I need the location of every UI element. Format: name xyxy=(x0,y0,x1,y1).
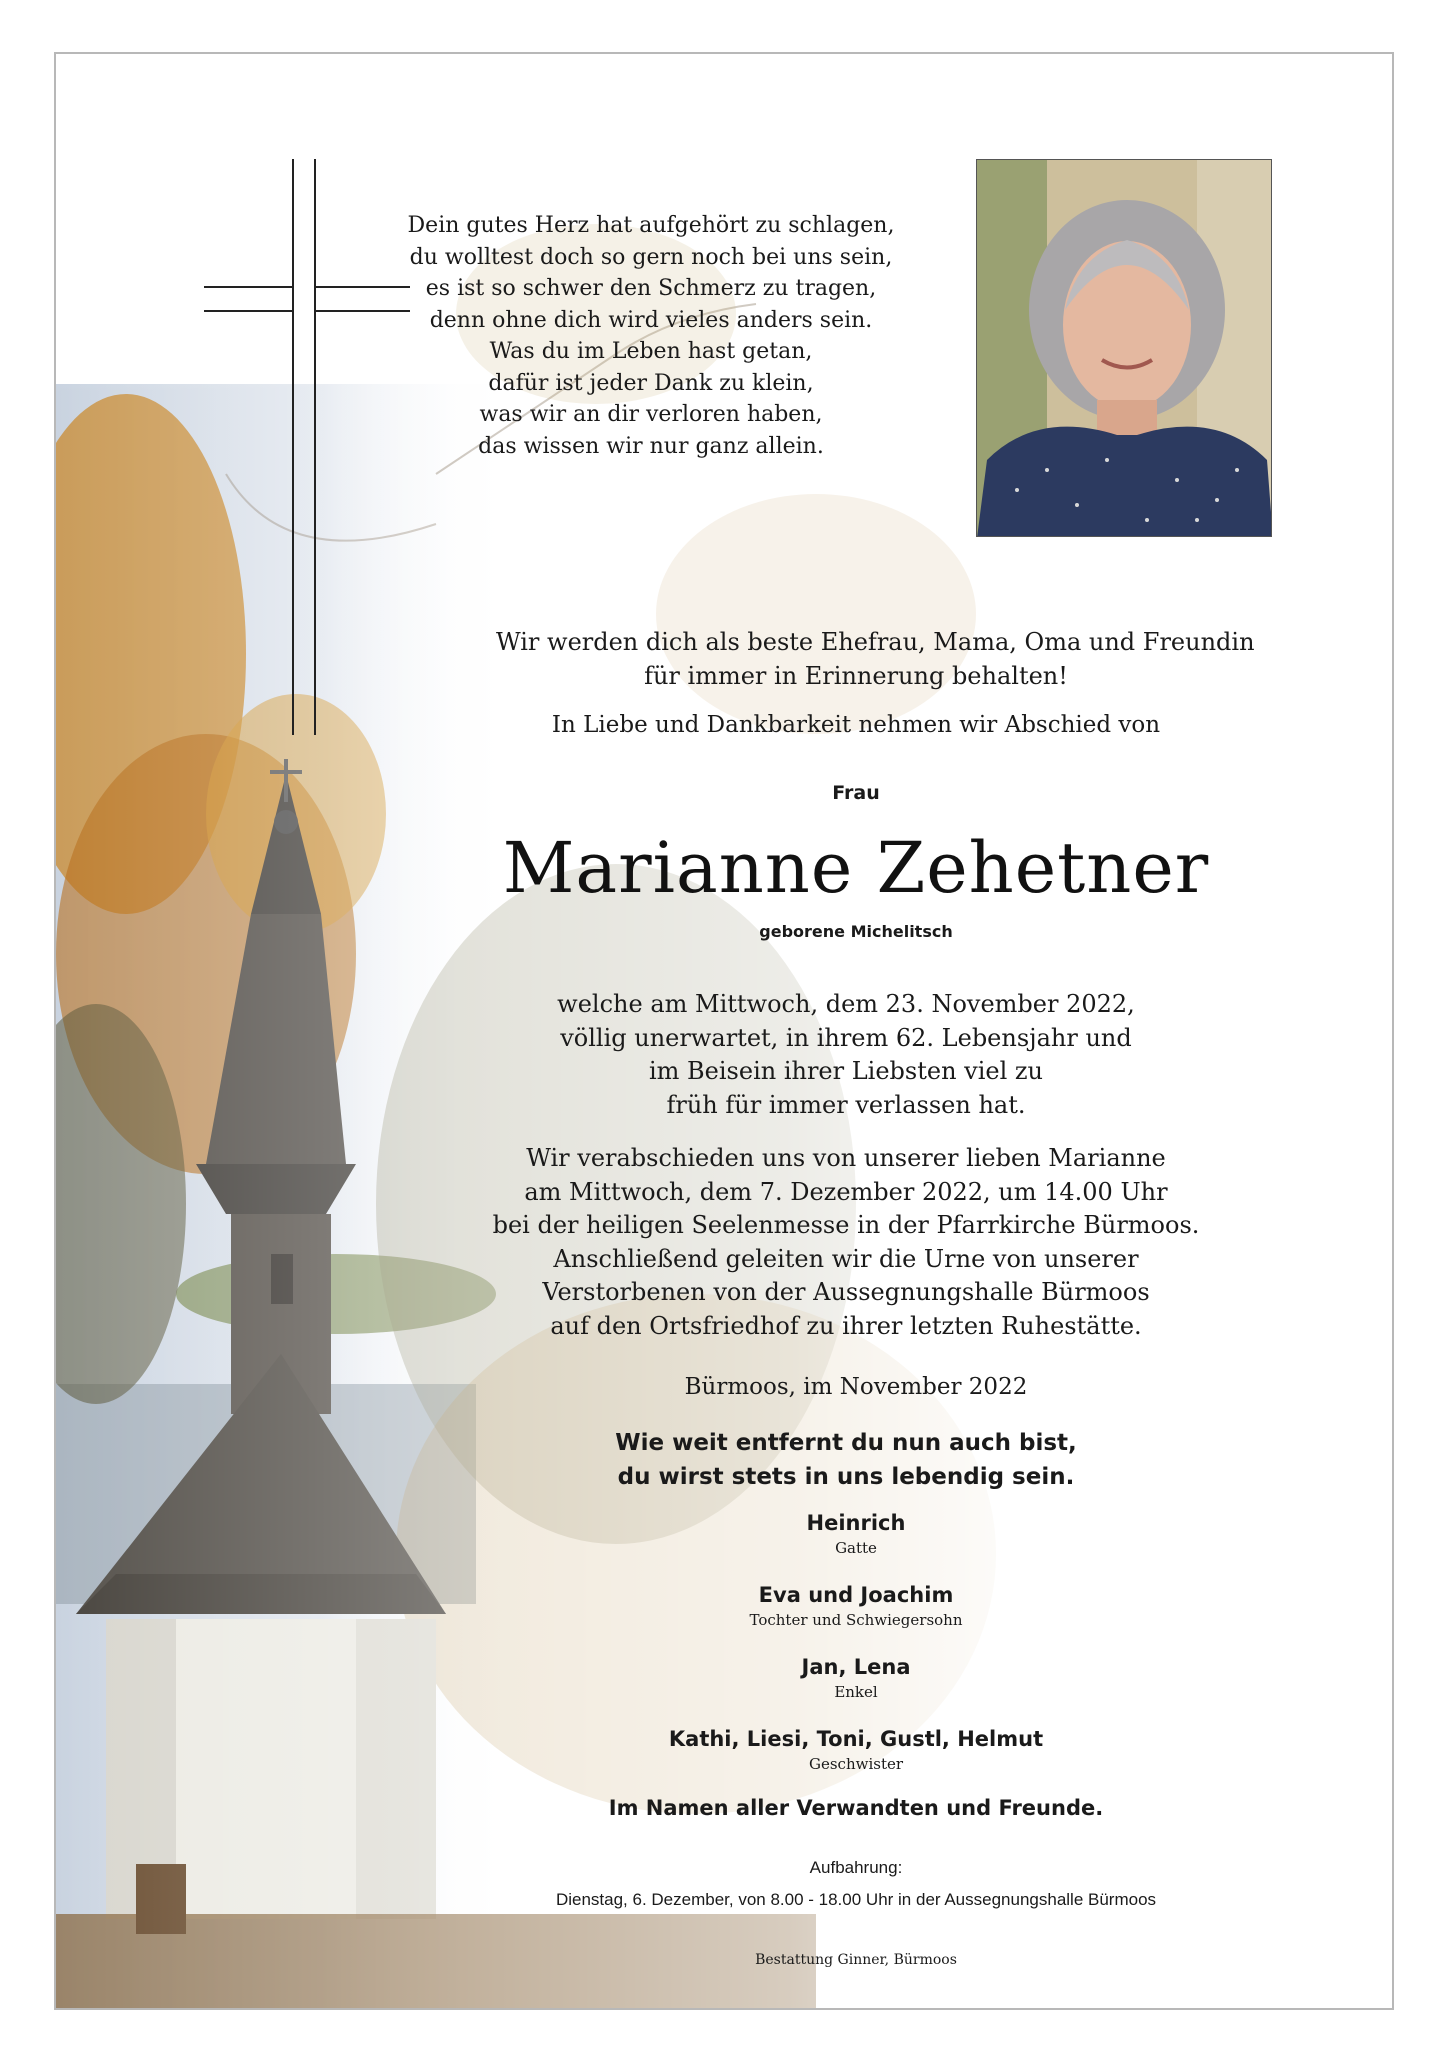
poem-line: es ist so schwer den Schmerz zu tragen, xyxy=(425,276,877,301)
death-notice-line: völlig unerwartet, in ihrem 62. Lebensjahr und xyxy=(560,1023,1132,1052)
funeral-notice-line: Anschließend geleiten wir die Urne von unserer xyxy=(553,1244,1139,1273)
mourner-relation: Tochter und Schwiegersohn xyxy=(749,1611,963,1629)
remembrance-line: Wir werden dich als beste Ehefrau, Mama, Oma und Freundin xyxy=(496,628,1255,656)
maiden-name: geborene Michelitsch xyxy=(759,922,953,941)
portrait-illustration xyxy=(977,160,1272,537)
cross-icon-joint xyxy=(294,286,314,312)
remembrance-text xyxy=(496,626,1255,693)
undertaker: Bestattung Ginner, Bürmoos xyxy=(755,1952,957,1968)
funeral-notice-line: auf den Ortsfriedhof zu ihrer letzten Ruhestätte. xyxy=(550,1311,1142,1340)
funeral-notice xyxy=(486,1142,1206,1343)
obituary-card xyxy=(54,52,1394,2010)
poem-line: das wissen wir nur ganz allein. xyxy=(478,433,824,459)
death-notice xyxy=(486,988,1206,1122)
poem-line: Was du im Leben hast getan, xyxy=(489,339,813,364)
deceased-title: Frau xyxy=(832,782,880,804)
funeral-notice-line: Wir verabschieden uns von unserer lieben Marianne xyxy=(526,1144,1166,1172)
mourner-names: Jan, Lena xyxy=(801,1655,911,1679)
poem-line: du wolltest doch so gern noch bei uns sein, xyxy=(409,244,893,270)
poem-line: Dein gutes Herz hat aufgehört zu schlagen, xyxy=(407,213,895,238)
mourner-entry xyxy=(656,1724,1056,1774)
death-notice-line: früh für immer verlassen hat. xyxy=(666,1090,1026,1119)
poem-line: dafür ist jeder Dank zu klein, xyxy=(488,370,814,396)
farewell-intro: In Liebe und Dankbarkeit nehmen wir Abschied von xyxy=(551,712,1161,738)
mourner-names: Heinrich xyxy=(806,1511,906,1535)
poem-line: denn ohne dich wird vieles anders sein. xyxy=(429,307,873,333)
poem xyxy=(386,210,916,462)
closing-quote-line: du wirst stets in uns lebendig sein. xyxy=(617,1464,1075,1490)
portrait-photo xyxy=(976,159,1272,537)
mourner-relation: Enkel xyxy=(834,1683,878,1701)
deceased-name: Marianne Zehetner xyxy=(502,827,1210,909)
viewing-label: Aufbahrung: xyxy=(809,1858,903,1877)
cross-icon xyxy=(292,159,316,735)
mourner-entry xyxy=(656,1652,1056,1702)
funeral-notice-line: am Mittwoch, dem 7. Dezember 2022, um 14.00 Uhr xyxy=(524,1177,1168,1206)
place-date: Bürmoos, im November 2022 xyxy=(684,1374,1028,1400)
viewing-details: Dienstag, 6. Dezember, von 8.00 - 18.00 Uhr in der Aussegnungshalle Bürmoos xyxy=(555,1890,1157,1909)
mourner-relation: Geschwister xyxy=(808,1755,904,1773)
relatives-line: Im Namen aller Verwandten und Freunde. xyxy=(608,1796,1104,1820)
funeral-notice-line: bei der heiligen Seelenmesse in der Pfarrkirche Bürmoos. xyxy=(492,1211,1200,1239)
mourner-names: Kathi, Liesi, Toni, Gustl, Helmut xyxy=(668,1727,1044,1751)
mourner-entry xyxy=(656,1508,1056,1558)
funeral-notice-line: Verstorbenen von der Aussegnungshalle Bürmoos xyxy=(542,1278,1150,1306)
closing-quote xyxy=(486,1426,1206,1494)
poem-line: was wir an dir verloren haben, xyxy=(479,402,823,427)
remembrance-line: für immer in Erinnerung behalten! xyxy=(644,661,1068,690)
mourner-relation: Gatte xyxy=(835,1539,877,1557)
mourner-entry xyxy=(656,1580,1056,1630)
death-notice-line: welche am Mittwoch, dem 23. November 2022, xyxy=(557,990,1135,1018)
mourner-names: Eva und Joachim xyxy=(758,1583,954,1607)
death-notice-line: im Beisein ihrer Liebsten viel zu xyxy=(648,1057,1044,1085)
closing-quote-line: Wie weit entfernt du nun auch bist, xyxy=(615,1430,1077,1456)
